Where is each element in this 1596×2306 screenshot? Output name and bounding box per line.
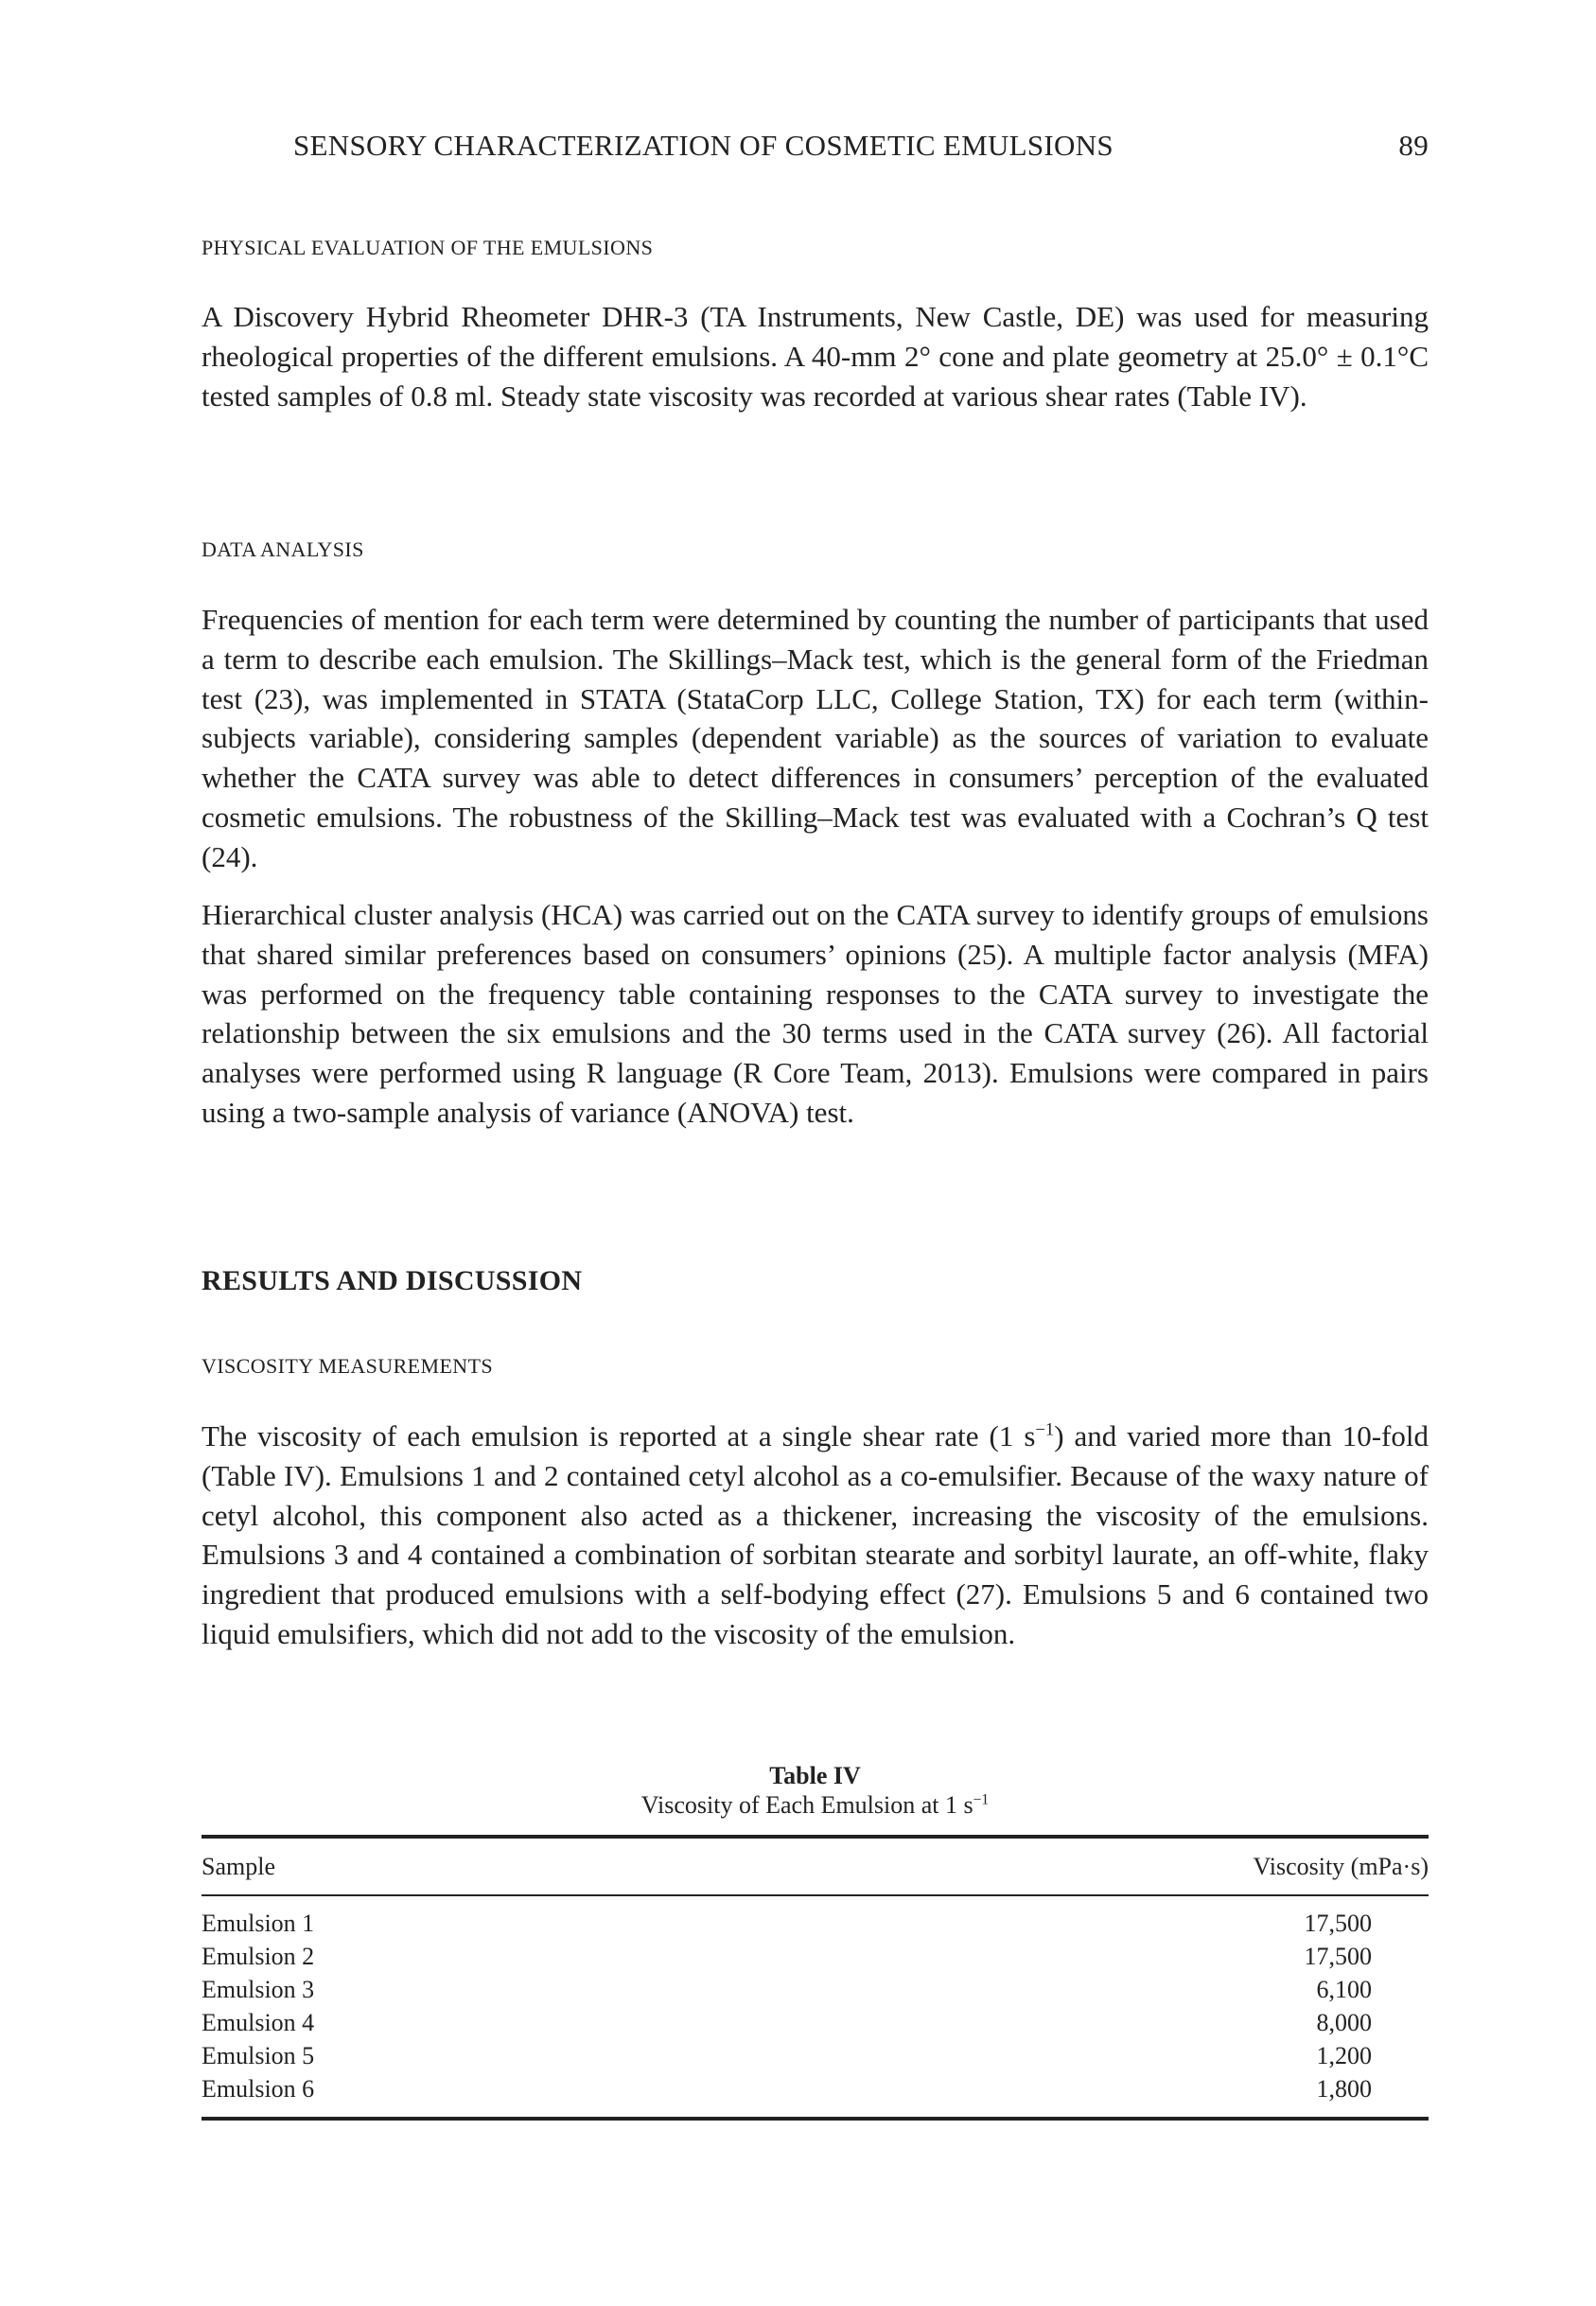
section-heading-physical-evaluation: PHYSICAL EVALUATION OF THE EMULSIONS (202, 236, 654, 259)
column-header-viscosity: Viscosity (mPa·s) (1253, 1853, 1429, 1880)
section-heading-data-analysis: DATA ANALYSIS (202, 537, 364, 561)
paragraph-data-analysis-1: Frequencies of mention for each term were determined by counting the number of participants that used a term to describe each emulsion. The Skillings–Mack test, which is the general form of the Friedman test (23), was implemented in STATA (StataCorp LLC, College Station, TX) for each term (within-subjects variable), considering samples (dependent variable) as the sources of variation to evaluate whether the CATA survey was able to detect differences in consumers’ perception of the evaluated cosmetic emulsions. The robustness of the Skilling–Mack test was evaluated with a Cochran’s Q test (24). (202, 603, 1429, 873)
table-top-rule (202, 1835, 1429, 1839)
cell-sample: Emulsion 1 (202, 1910, 315, 1937)
cell-viscosity: 1,200 (1316, 2042, 1372, 2069)
section-heading-results: RESULTS AND DISCUSSION (202, 1265, 583, 1296)
table-row (202, 2075, 1429, 2108)
cell-viscosity: 17,500 (1304, 1943, 1372, 1970)
table-row (202, 2009, 1429, 2042)
table-row (202, 1910, 1429, 1943)
page-number: 89 (1398, 129, 1429, 162)
superscript: −1 (973, 1791, 990, 1808)
subsection-heading-viscosity: VISCOSITY MEASUREMENTS (202, 1354, 494, 1378)
table-row (202, 2042, 1429, 2075)
cell-sample: Emulsion 2 (202, 1943, 315, 1970)
table-header-rule (202, 1894, 1429, 1896)
cell-viscosity: 1,800 (1316, 2075, 1372, 2103)
column-header-sample: Sample (202, 1853, 275, 1880)
table-row (202, 1943, 1429, 1976)
cell-viscosity: 8,000 (1316, 2009, 1372, 2036)
caption-text: Viscosity of Each Emulsion at 1 s (640, 1791, 973, 1819)
paragraph-data-analysis-2: Hierarchical cluster analysis (HCA) was carried out on the CATA survey to identify groups of emulsions that shared similar preferences based on consumers’ opinions (25). A multiple factor analysis (MFA) was performed on the frequency table containing responses to the CATA survey to investigate the relationship between the six emulsions and the 30 terms used in the CATA survey (26). All factorial analyses were performed using R language (R Core Team, 2013). Emulsions were compared in pairs using a two-sample analysis of variance (ANOVA) test. (202, 898, 1429, 1129)
table-label: Table IV (769, 1762, 861, 1789)
cell-sample: Emulsion 4 (202, 2009, 315, 2036)
superscript: −1 (1035, 1419, 1055, 1440)
table-caption (202, 1791, 1429, 1820)
text: ) and varied more than 10-fold (Table IV). Emulsions 1 and 2 contained cetyl alcohol as a co-emulsifier. Because of the waxy nature of cetyl alcohol, this component also acted as a thickener, increasing the viscosity of the emulsions. Emulsions 3 and 4 contained a combination of sorbitan stearate and sorbityl laurate, an off-white, flaky ingredient that produced emulsions with a self-bodying effect (27). Emulsions 5 and 6 contained two liquid emulsifiers, which did not add to the viscosity of the emulsion. (202, 1419, 1429, 1650)
cell-viscosity: 17,500 (1304, 1910, 1372, 1937)
table-bottom-rule (202, 2117, 1429, 2121)
cell-viscosity: 6,100 (1316, 1976, 1372, 2003)
text: The viscosity of each emulsion is reported at a single shear rate (1 s (202, 1419, 1036, 1452)
table-row (202, 1976, 1429, 2009)
running-title: SENSORY CHARACTERIZATION OF COSMETIC EMULSIONS (293, 129, 1114, 162)
cell-sample: Emulsion 3 (202, 1976, 315, 2003)
cell-sample: Emulsion 5 (202, 2042, 315, 2069)
paragraph-physical-evaluation: A Discovery Hybrid Rheometer DHR-3 (TA Instruments, New Castle, DE) was used for measuring rheological properties of the different emulsions. A 40-mm 2° cone and plate geometry at 25.0° ± 0.1°C tested samples of 0.8 ml. Steady state viscosity was recorded at various shear rates (Table IV). (202, 300, 1429, 413)
paragraph-viscosity (202, 1417, 1429, 1654)
cell-sample: Emulsion 6 (202, 2075, 315, 2103)
